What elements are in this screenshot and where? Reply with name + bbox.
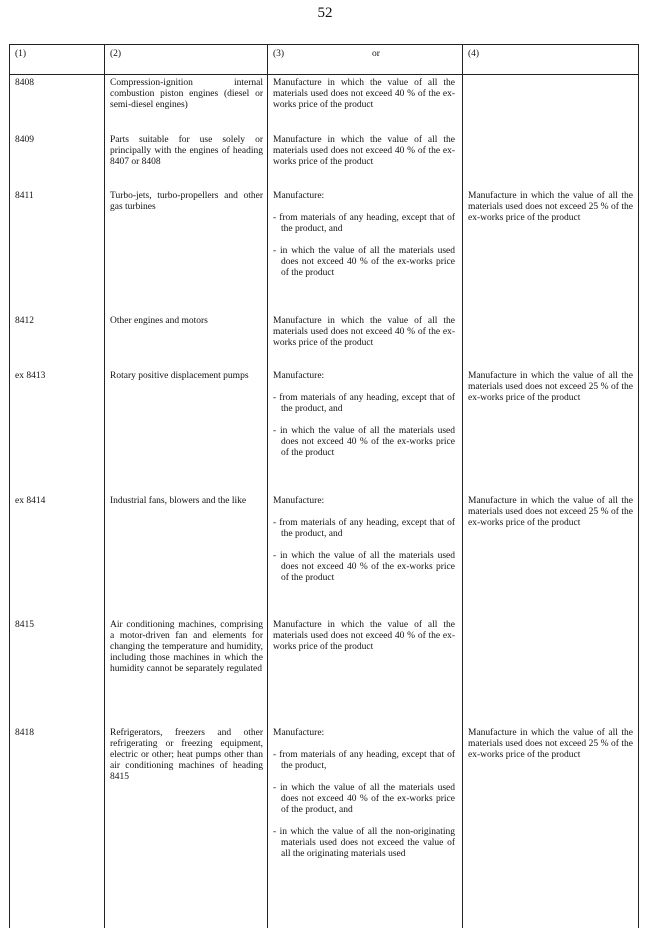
col3-condition: - from materials of any heading, except that of the product, and xyxy=(273,518,455,539)
row-code: ex 8414 xyxy=(15,496,46,506)
col3-paragraph: Manufacture in which the value of all the materials used does not exceed 40 % of the ex-works price of the product xyxy=(273,135,455,167)
row-col3 xyxy=(273,316,455,349)
row-description: Other engines and motors xyxy=(110,316,208,326)
row-description: Rotary positive displacement pumps xyxy=(110,371,249,381)
col3-paragraph: Manufacture: xyxy=(273,728,325,738)
row-col3 xyxy=(273,78,455,111)
col3-paragraph: Manufacture: xyxy=(273,371,325,381)
header-col-3: (3) xyxy=(273,49,285,59)
row-code: 8411 xyxy=(15,191,34,201)
row-col3 xyxy=(273,135,455,168)
row-col3 xyxy=(273,191,455,279)
column-divider-3 xyxy=(462,44,463,928)
col3-condition: - from materials of any heading, except that of the product, xyxy=(273,750,455,771)
col3-paragraph: Manufacture in which the value of all the materials used does not exceed 40 % of the ex-works price of the product xyxy=(273,78,455,110)
header-or: or xyxy=(372,49,380,59)
row-code: 8415 xyxy=(15,620,34,630)
column-divider-1 xyxy=(104,44,105,928)
col3-condition: - in which the value of all the materials used does not exceed 40 % of the ex-works price of the product xyxy=(273,426,455,458)
col3-condition: - in which the value of all the materials used does not exceed 40 % of the ex-works price of the product xyxy=(273,246,455,278)
col3-condition: - from materials of any heading, except that of the product, and xyxy=(273,393,455,414)
header-col-4: (4) xyxy=(468,49,480,59)
row-description: Refrigerators, freezers and other refrigerating or freezing equipment, electric or other; heat pumps other than air conditioning machines of heading 8415 xyxy=(110,728,263,782)
row-col4: Manufacture in which the value of all the materials used does not exceed 25 % of the ex-works price of the product xyxy=(468,496,633,528)
col3-condition: - in which the value of all the materials used does not exceed 40 % of the ex-works price of the product, and xyxy=(273,783,455,815)
row-description: Turbo-jets, turbo-propellers and other gas turbines xyxy=(110,191,263,212)
row-description: Industrial fans, blowers and the like xyxy=(110,496,247,506)
col3-paragraph: Manufacture in which the value of all the materials used does not exceed 40 % of the ex-works price of the product xyxy=(273,620,455,652)
column-divider-2 xyxy=(267,44,268,928)
row-col4: Manufacture in which the value of all the materials used does not exceed 25 % of the ex-works price of the product xyxy=(468,191,633,223)
row-description: Parts suitable for use solely or principally with the engines of heading 8407 or 8408 xyxy=(110,135,263,167)
table-border-top xyxy=(9,44,639,45)
row-col3 xyxy=(273,620,455,653)
row-code: 8418 xyxy=(15,728,34,738)
row-description: Compression-ignition internal combustion piston engines (diesel or semi-diesel engines) xyxy=(110,78,263,110)
table-border-right xyxy=(638,44,639,928)
row-col3 xyxy=(273,728,455,860)
page-number: 52 xyxy=(317,5,333,21)
col3-condition: - in which the value of all the materials used does not exceed 40 % of the ex-works price of the product xyxy=(273,551,455,583)
col3-paragraph: Manufacture: xyxy=(273,496,325,506)
row-code: 8412 xyxy=(15,316,34,326)
header-col-1: (1) xyxy=(15,49,27,59)
row-description: Air conditioning machines, comprising a motor-driven fan and elements for changing the temperature and humidity, including those machines in which the humidity cannot be separately regulated xyxy=(110,620,263,674)
row-col3 xyxy=(273,496,455,584)
col3-condition: - in which the value of all the non-originating materials used does not exceed the value of all the originating materials used xyxy=(273,827,455,859)
table-border-left xyxy=(9,44,10,928)
row-code: 8409 xyxy=(15,135,34,145)
header-col-2: (2) xyxy=(110,49,122,59)
header-divider xyxy=(9,74,639,75)
col3-condition: - from materials of any heading, except that of the product, and xyxy=(273,213,455,234)
col3-paragraph: Manufacture in which the value of all the materials used does not exceed 40 % of the ex-works price of the product xyxy=(273,316,455,348)
row-col4: Manufacture in which the value of all the materials used does not exceed 25 % of the ex-works price of the product xyxy=(468,371,633,403)
rules-table xyxy=(9,44,639,928)
row-col4: Manufacture in which the value of all the materials used does not exceed 25 % of the ex-works price of the product xyxy=(468,728,633,760)
row-code: ex 8413 xyxy=(15,371,46,381)
row-code: 8408 xyxy=(15,78,34,88)
row-col3 xyxy=(273,371,455,459)
col3-paragraph: Manufacture: xyxy=(273,191,325,201)
